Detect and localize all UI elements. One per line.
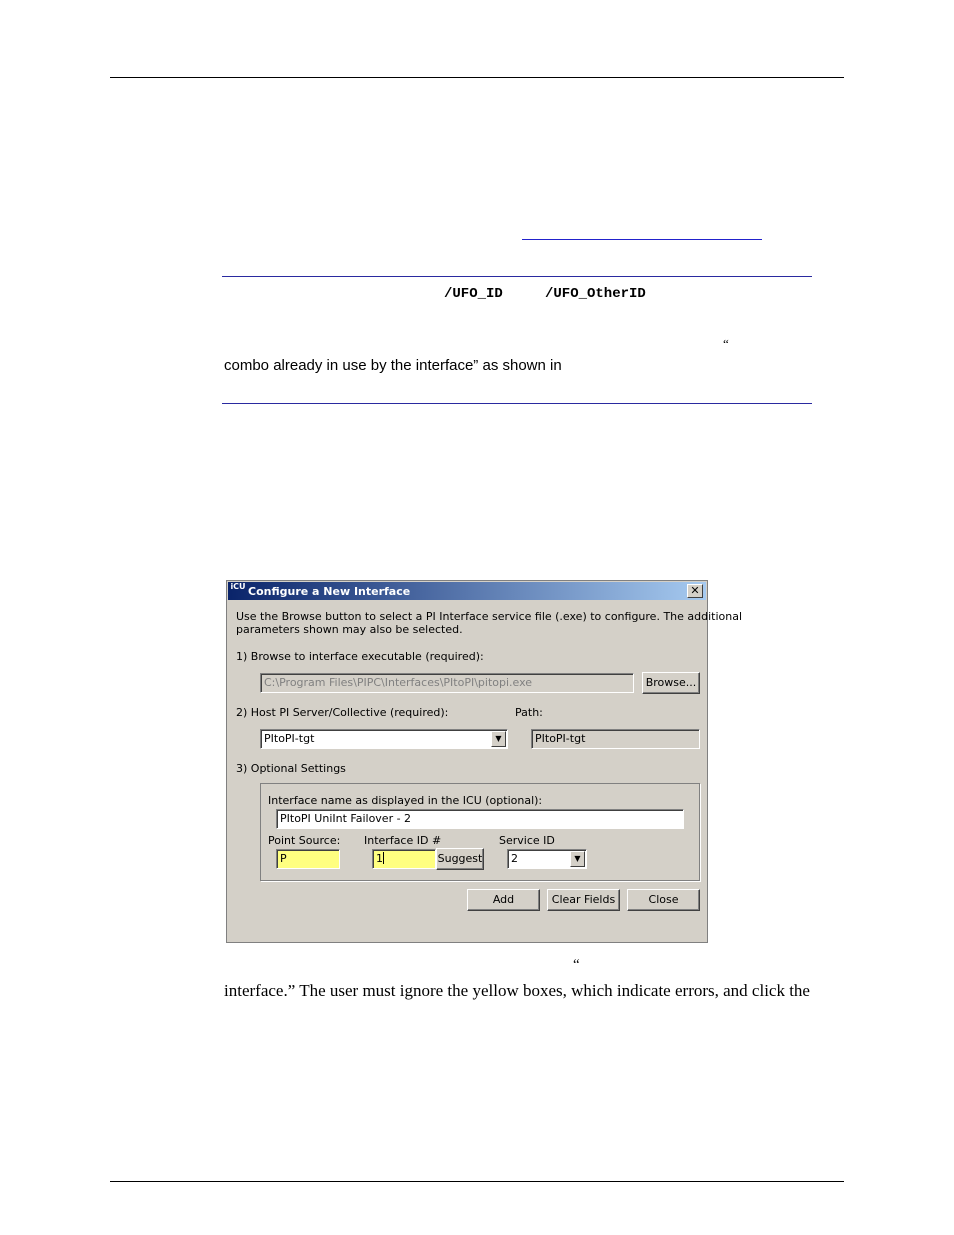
service-id-label: Service ID — [499, 834, 555, 847]
icu-app-icon: iCU — [230, 582, 246, 591]
interface-id-label: Interface ID # — [364, 834, 442, 847]
caption-text-line2: interface.” The user must ignore the yellow boxes, which indicate errors, and click the — [224, 981, 810, 1000]
dialog-title-bar — [228, 582, 706, 600]
point-source-label: Point Source: — [268, 834, 341, 847]
interface-id-input[interactable] — [372, 849, 436, 869]
chevron-down-icon[interactable]: ▼ — [570, 851, 585, 867]
clear-fields-button[interactable]: Clear Fields — [547, 889, 620, 911]
text-caret — [383, 852, 384, 864]
intro-text-line1: Use the Browse button to select a PI Interface service file (.exe) to configure. The additional — [236, 610, 743, 623]
header-rule — [110, 77, 844, 78]
browse-button[interactable]: Browse... — [642, 672, 700, 694]
step2-label: 2) Host PI Server/Collective (required): — [236, 706, 449, 719]
note-combo-text: combo already in use by the interface” as shown in — [224, 357, 562, 374]
hyperlink-underline[interactable] — [522, 239, 762, 240]
add-button[interactable]: Add — [467, 889, 540, 911]
ufo-id-parameter: /UFO_ID — [444, 286, 503, 302]
note-top-rule — [222, 276, 812, 277]
interface-name-input[interactable]: PItoPI UniInt Failover - 2 — [276, 809, 684, 829]
service-id-dropdown[interactable] — [507, 849, 587, 869]
path-field: PItoPI-tgt — [531, 729, 700, 749]
interface-name-label: Interface name as displayed in the ICU (optional): — [268, 794, 543, 807]
footer-rule — [110, 1181, 844, 1182]
configure-interface-dialog — [226, 580, 743, 943]
close-icon[interactable]: ✕ — [687, 584, 703, 598]
suggest-button[interactable]: Suggest — [436, 848, 484, 870]
note-open-quote: “ — [723, 336, 729, 351]
chevron-down-icon[interactable]: ▼ — [491, 731, 506, 747]
ufo-otherid-parameter: /UFO_OtherID — [545, 286, 646, 302]
interface-id-value: 1 — [376, 852, 383, 865]
service-id-value: 2 — [511, 852, 518, 865]
dialog-title: Configure a New Interface — [248, 585, 411, 598]
note-bottom-rule — [222, 403, 812, 404]
host-server-dropdown[interactable] — [260, 729, 508, 749]
executable-path-field: C:\Program Files\PIPC\Interfaces\PItoPI\pitopi.exe — [260, 673, 634, 693]
host-server-value: PItoPI-tgt — [264, 732, 315, 745]
step3-label: 3) Optional Settings — [236, 762, 346, 775]
path-label: Path: — [515, 706, 543, 719]
point-source-input[interactable]: P — [276, 849, 340, 869]
close-button[interactable]: Close — [627, 889, 700, 911]
caption-open-quote: “ — [573, 957, 580, 973]
step1-label: 1) Browse to interface executable (required): — [236, 650, 484, 663]
intro-text-line2: parameters shown may also be selected. — [236, 623, 463, 636]
